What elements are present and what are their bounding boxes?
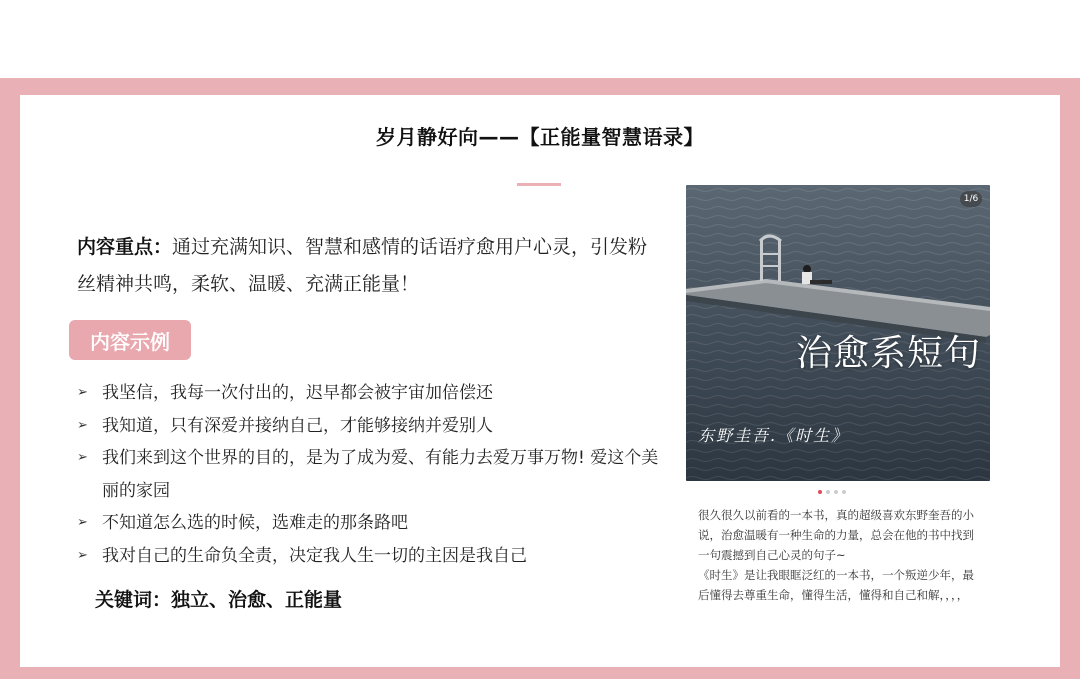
- example-text: 不知道怎么选的时候，选难走的那条路吧: [102, 513, 408, 533]
- post-caption: [698, 505, 983, 605]
- carousel-dot[interactable]: [834, 490, 838, 494]
- carousel-dots[interactable]: [818, 490, 846, 494]
- caption-paragraph: 《时生》是让我眼眶泛红的一本书，一个叛逆少年，最后懂得去尊重生命，懂得生活，懂得和自己和解，，，，: [698, 568, 974, 602]
- example-list: [77, 377, 667, 572]
- list-item: [77, 540, 667, 573]
- post-image[interactable]: [686, 185, 990, 481]
- title-divider: [517, 183, 561, 186]
- example-text: 我知道，只有深爱并接纳自己，才能够接纳并爱别人: [102, 415, 493, 436]
- focus-text: 通过充满知识、智慧和感情的话语疗愈用户心灵，引发粉丝精神共鸣，柔软、温暖、充满正能量！: [77, 236, 648, 295]
- carousel-dot[interactable]: [826, 490, 830, 494]
- content-focus: [77, 229, 662, 303]
- list-item: [77, 410, 667, 443]
- arrow-bullet-icon: ➢: [77, 417, 88, 433]
- example-text: 我对自己的生命负全责，决定我人生一切的主因是我自己: [102, 545, 527, 566]
- list-item: [77, 377, 667, 410]
- example-label: 内容示例: [69, 320, 191, 360]
- example-text: 我们来到这个世界的目的，是为了成为爱、有能力去爱万事万物! 爱这个美丽的家园: [102, 448, 659, 501]
- carousel-dot[interactable]: [818, 490, 822, 494]
- image-overlay-title: 治愈系短句: [796, 333, 982, 374]
- image-counter: 1/6: [960, 191, 982, 207]
- caption-paragraph: 很久很久以前看的一本书，真的超级喜欢东野奎吾的小说，治愈温暖有一种生命的力量，总会在他的书中找到一句震撼到自己心灵的句子~: [698, 508, 974, 562]
- list-item: [77, 507, 667, 540]
- arrow-bullet-icon: ➢: [77, 547, 88, 563]
- image-overlay-subtitle: 东野圭吾.《时生》: [698, 426, 850, 445]
- keywords: 关键词：独立、治愈、正能量: [95, 589, 343, 611]
- page-title: 岁月静好向——【正能量智慧语录】: [376, 125, 704, 149]
- carousel-dot[interactable]: [842, 490, 846, 494]
- arrow-bullet-icon: ➢: [77, 450, 88, 465]
- arrow-bullet-icon: ➢: [77, 515, 88, 530]
- focus-lead: 内容重点：: [77, 236, 173, 258]
- content-card: [20, 95, 1060, 667]
- list-item: [77, 442, 667, 507]
- example-text: 我坚信，我每一次付出的，迟早都会被宇宙加倍偿还: [102, 383, 493, 403]
- arrow-bullet-icon: ➢: [77, 385, 88, 400]
